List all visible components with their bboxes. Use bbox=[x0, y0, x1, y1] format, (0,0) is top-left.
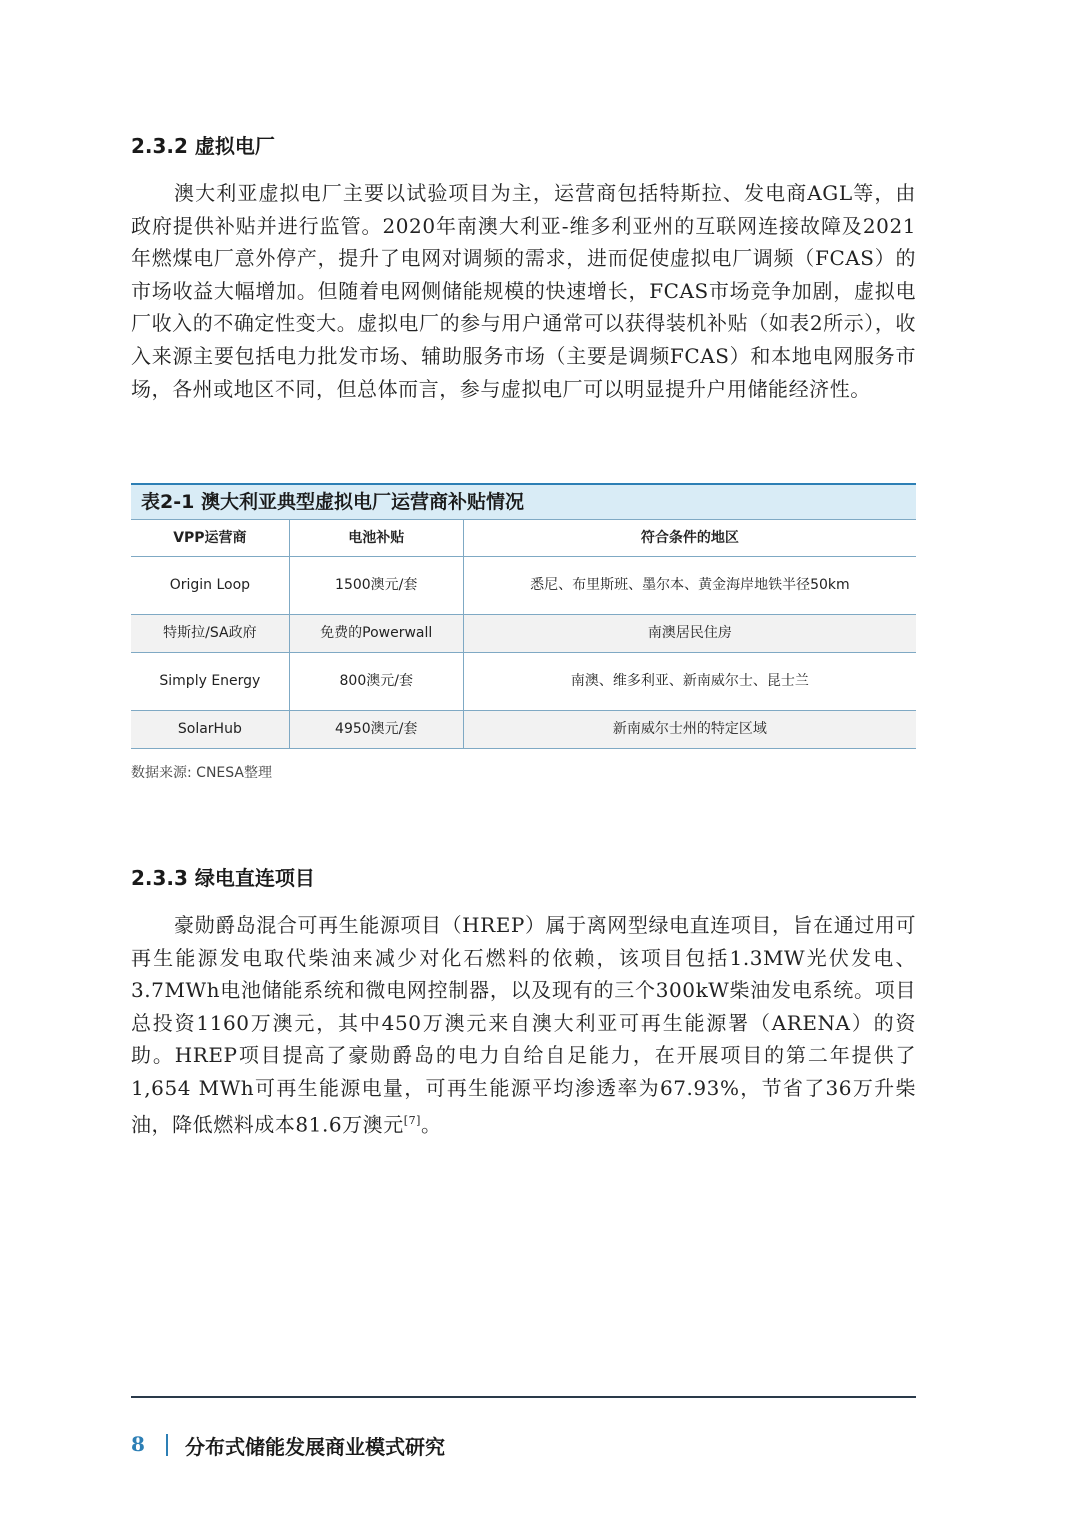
section-heading-green-power-direct: 2.3.3 绿电直连项目 bbox=[131, 866, 315, 890]
cell-region: 新南威尔士州的特定区域 bbox=[463, 711, 916, 749]
cell-operator: 特斯拉/SA政府 bbox=[131, 615, 289, 653]
table-body bbox=[131, 519, 916, 749]
paragraph-ending: 。 bbox=[421, 1112, 442, 1137]
table-row bbox=[131, 653, 916, 711]
cell-subsidy: 免费的Powerwall bbox=[289, 615, 463, 653]
paragraph-virtual-power-plant: 澳大利亚虚拟电厂主要以试验项目为主，运营商包括特斯拉、发电商AGL等，由政府提供补贴并进行监管。2020年南澳大利亚-维多利亚州的互联网连接故障及2021年燃煤电厂意外停产，提升了电网对调频的需求，进而促使虚拟电厂调频（FCAS）的市场收益大幅增加。但随着电网侧储能规模的快速增长，FCAS市场竞争加剧，虚拟电厂收入的不确定性变大。虚拟电厂的参与用户通常可以获得装机补贴（如表2所示），收入来源主要包括电力批发市场、辅助服务市场（主要是调频FCAS）和本地电网服务市场，各州或地区不同，但总体而言，参与虚拟电厂可以明显提升户用储能经济性。 bbox=[131, 181, 916, 401]
table-row bbox=[131, 557, 916, 615]
paragraph-green-power-direct bbox=[131, 909, 916, 1141]
cell-subsidy: 1500澳元/套 bbox=[289, 557, 463, 615]
cell-subsidy: 800澳元/套 bbox=[289, 653, 463, 711]
paragraph-text: 豪勋爵岛混合可再生能源项目（HREP）属于离网型绿电直连项目，旨在通过用可再生能源发电取代柴油来减少对化石燃料的依赖，该项目包括1.3MW光伏发电、3.7MWh电池储能系统和微电网控制器，以及现有的三个300kW柴油发电系统。项目总投资1160万澳元，其中450万澳元来自澳大利亚可再生能源署（ARENA）的资助。HREP项目提高了豪勋爵岛的电力自给自足能力，在开展项目的第二年提供了1,654 MWh可再生能源电量，可再生能源平均渗透率为67.93%，节省了36万升柴油，降低燃料成本81.6万澳元 bbox=[131, 913, 916, 1137]
footer-document-title: 分布式储能发展商业模式研究 bbox=[185, 1435, 445, 1459]
table-row bbox=[131, 615, 916, 653]
cell-operator: Simply Energy bbox=[131, 653, 289, 711]
subsidy-table bbox=[131, 483, 916, 749]
footer-divider bbox=[131, 1396, 916, 1398]
column-header-region: 符合条件的地区 bbox=[463, 520, 916, 557]
column-header-operator: VPP运营商 bbox=[131, 520, 289, 557]
cell-region: 南澳居民住房 bbox=[463, 615, 916, 653]
page-number: 8 bbox=[131, 1432, 145, 1456]
table-source-note: 数据来源: CNESA整理 bbox=[131, 765, 272, 781]
column-header-subsidy: 电池补贴 bbox=[289, 520, 463, 557]
section-heading-virtual-power-plant: 2.3.2 虚拟电厂 bbox=[131, 134, 275, 158]
cell-region: 南澳、维多利亚、新南威尔士、昆士兰 bbox=[463, 653, 916, 711]
cell-region: 悉尼、布里斯班、墨尔本、黄金海岸地铁半径50km bbox=[463, 557, 916, 615]
citation-reference: [7] bbox=[403, 1113, 422, 1127]
table-title: 表2-1 澳大利亚典型虚拟电厂运营商补贴情况 bbox=[131, 483, 916, 519]
table-row bbox=[131, 711, 916, 749]
footer-separator bbox=[166, 1434, 168, 1456]
cell-operator: Origin Loop bbox=[131, 557, 289, 615]
cell-operator: SolarHub bbox=[131, 711, 289, 749]
cell-subsidy: 4950澳元/套 bbox=[289, 711, 463, 749]
